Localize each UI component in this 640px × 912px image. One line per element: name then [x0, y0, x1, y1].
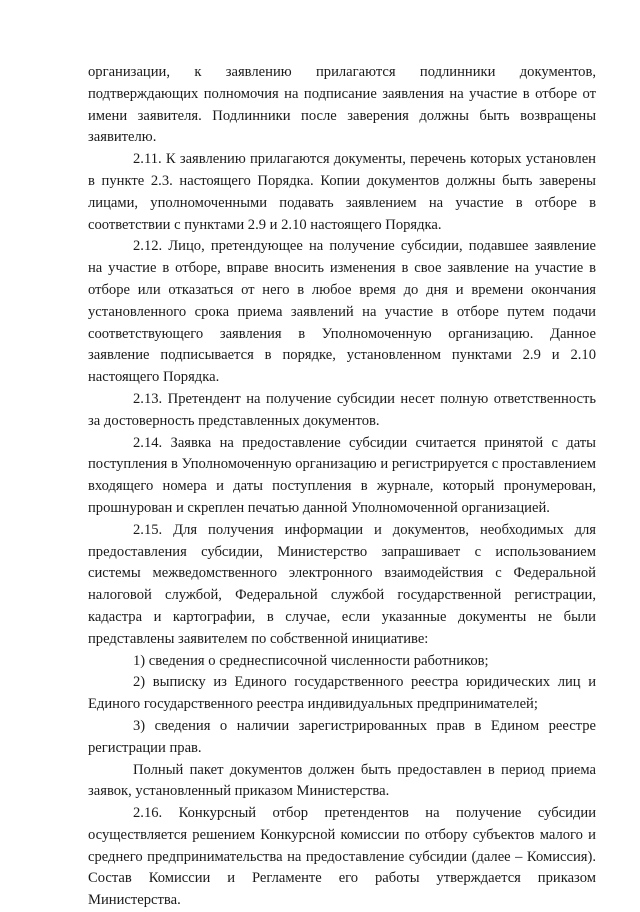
- paragraph-2-16: 2.16. Конкурсный отбор претендентов на получение субсидии осуществляется решением Конкурсной комиссии по отбору субъектов малого и среднего предпринимательства на предоставление субсидии (далее – Комиссия). Состав Комиссии и Регламенте его работы утверждается приказом Министерства.: [88, 805, 596, 909]
- list-item-1: 1) сведения о среднесписочной численности работников;: [133, 652, 489, 669]
- document-page: [88, 62, 596, 912]
- paragraph-2-13: 2.13. Претендент на получение субсидии несет полную ответственность за достоверность представленных документов.: [88, 390, 596, 429]
- list-item-3: 3) сведения о наличии зарегистрированных прав в Едином реестре регистрации прав.: [88, 717, 596, 756]
- list-item-2: 2) выписку из Единого государственного реестра юридических лиц и Единого государственного реестра индивидуальных предпринимателей;: [88, 674, 596, 713]
- paragraph-2-14: 2.14. Заявка на предоставление субсидии считается принятой с даты поступления в Уполномоченную организацию и регистрируется с проставлением входящего номера и даты поступления в журнале, который пронумерован, прошнурован и скреплен печатью данной Уполномоченной организацией.: [88, 434, 596, 516]
- paragraph-full-package: Полный пакет документов должен быть предоставлен в период приема заявок, установленный приказом Министерства.: [88, 761, 596, 800]
- paragraph-2-12: 2.12. Лицо, претендующее на получение субсидии, подавшее заявление на участие в отборе, вправе вносить изменения в свое заявление на участие в отборе или отказаться от него в любое время до дня и времени окончания установленного срока приема заявлений на участие в отборе путем подачи соответствующего заявления в Уполномоченную организацию. Данное заявление подписывается в порядке, установленном пунктами 2.9 и 2.10 настоящего Порядка.: [88, 238, 596, 386]
- paragraph-continuation: организации, к заявлению прилагаются подлинники документов, подтверждающих полномочия на подписание заявления на участие в отборе от имени заявителя. Подлинники после заверения должны быть возвращены заявителю.: [88, 64, 596, 146]
- paragraph-2-15: 2.15. Для получения информации и документов, необходимых для предоставления субсидии, Министерство запрашивает с использованием системы межведомственного электронного взаимодействия с Федеральной налоговой службой, Федеральной службой государственной регистрации, кадастра и картографии, в случае, если указанные документы не были представлены заявителем по собственной инициативе:: [88, 521, 596, 647]
- paragraph-2-11: 2.11. К заявлению прилагаются документы, перечень которых установлен в пункте 2.3. настоящего Порядка. Копии документов должны быть заверены лицами, уполномоченными подавать заявлением на участие в отборе в соответствии с пунктами 2.9 и 2.10 настоящего Порядка.: [88, 151, 596, 233]
